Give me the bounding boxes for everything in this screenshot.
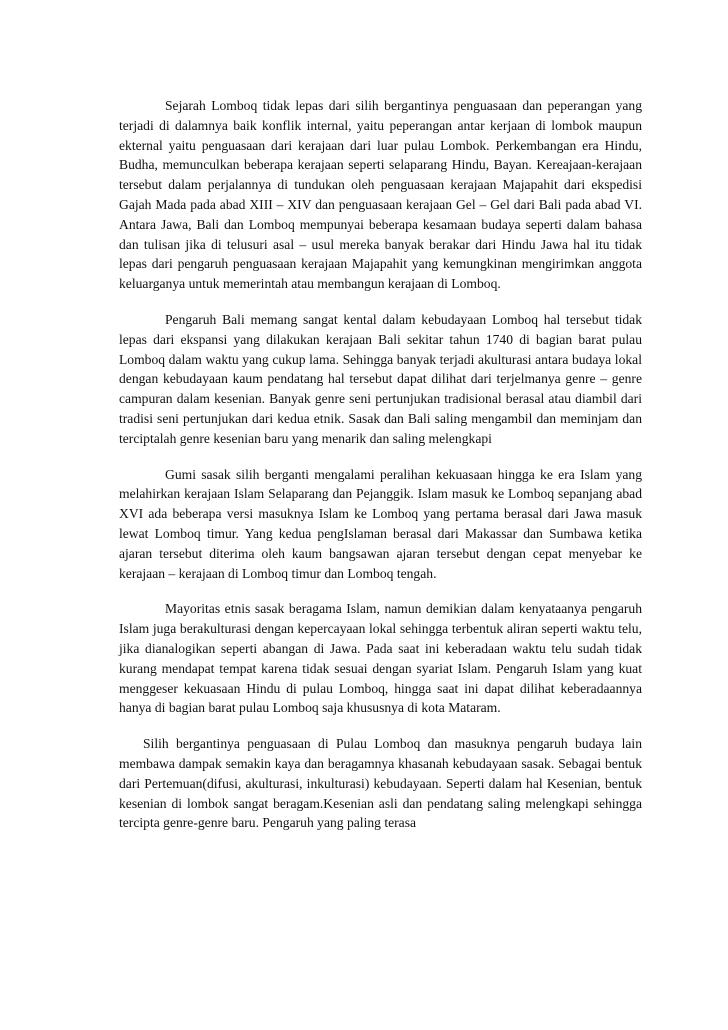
paragraph-gumi-sasak: Gumi sasak silih berganti mengalami peralihan kekuasaan hingga ke era Islam yang melahirkan kerajaan Islam Selaparang dan Pejanggik. Islam masuk ke Lomboq sepanjang abad XVI ada beberapa versi masuknya Islam ke Lomboq yang pertama berasal dari Jawa masuk lewat Lomboq timur. Yang kedua pengIslaman berasal dari Makassar dan Sumbawa ketika ajaran tersebut diterima oleh kaum bangsawan ajaran tersebut dengan cepat menyebar ke kerajaan – kerajaan di Lomboq timur dan Lomboq tengah. — [119, 466, 642, 581]
paragraph-pengaruh-bali: Pengaruh Bali memang sangat kental dalam kebudayaan Lomboq hal tersebut tidak lepas dari ekspansi yang dilakukan kerajaan Bali sekitar tahun 1740 di bagian barat pulau Lomboq dalam waktu yang cukup lama. Sehingga banyak terjadi akulturasi antara budaya lokal dengan kebudayaan kaum pendatang hal tersebut dapat dilihat dari terjelmanya genre – genre campuran dalam kesenian. Banyak genre seni pertunjukan tradisional berasal atau diambil dari tradisi seni pertunjukan dari kedua etnik. Sasak dan Bali saling mengambil dan meminjam dan terciptalah genre kesenian baru yang menarik dan saling melengkapi — [119, 311, 642, 446]
paragraph-sejarah-lomboq: Sejarah Lomboq tidak lepas dari silih bergantinya penguasaan dan peperangan yang terjadi di dalamnya baik konflik internal, yaitu peperangan antar kerjaan di lombok maupun ekternal yaitu penguasaan dari kerajaan dari luar pulau Lombok. Perkembangan era Hindu, Budha, memunculkan beberapa kerajaan seperti selaparang Hindu, Bayan. Kereajaan-kerajaan tersebut dalam perjalannya di tundukan oleh penguasaan kerajaan Majapahit dari ekspedisi Gajah Mada pada abad XIII – XIV dan penguasaan kerajaan Gel – Gel dari Bali pada abad VI. Antara Jawa, Bali dan Lomboq mempunyai beberapa kesamaan budaya seperti dalam bahasa dan tulisan jika di telusuri asal – usul mereka banyak berakar dari Hindu Jawa hal itu tidak lepas dari pengaruh penguasaan kerajaan Majapahit yang kemungkinan mengirimkan anggota keluarganya untuk memerintah atau membangun kerajaan di Lomboq. — [119, 98, 642, 292]
document-body — [119, 96, 642, 849]
paragraph-silih-bergantinya: Silih bergantinya penguasaan di Pulau Lomboq dan masuknya pengaruh budaya lain membawa dampak semakin kaya dan beragamnya khasanah kebudayaan sasak. Sebagai bentuk dari Pertemuan(difusi, akulturasi, inkulturasi) kebudayaan. Seperti dalam hal Kesenian, bentuk kesenian di lombok sangat beragam.Kesenian asli dan pendatang saling melengkapi sehingga tercipta genre-genre baru. Pengaruh yang paling terasa — [119, 736, 642, 831]
paragraph-mayoritas-etnis: Mayoritas etnis sasak beragama Islam, namun demikian dalam kenyataanya pengaruh Islam juga berakulturasi dengan kepercayaan lokal sehingga terbentuk aliran seperti waktu telu, jika dianalogikan seperti abangan di Jawa. Pada saat ini keberadaan waktu telu sudah tidak kurang mendapat tempat karena tidak sesuai dengan syariat Islam. Pengaruh Islam yang kuat menggeser kekuasaan Hindu di pulau Lomboq, hingga saat ini dapat dilihat keberadaannya hanya di bagian barat pulau Lomboq saja khususnya di kota Mataram. — [119, 601, 642, 716]
